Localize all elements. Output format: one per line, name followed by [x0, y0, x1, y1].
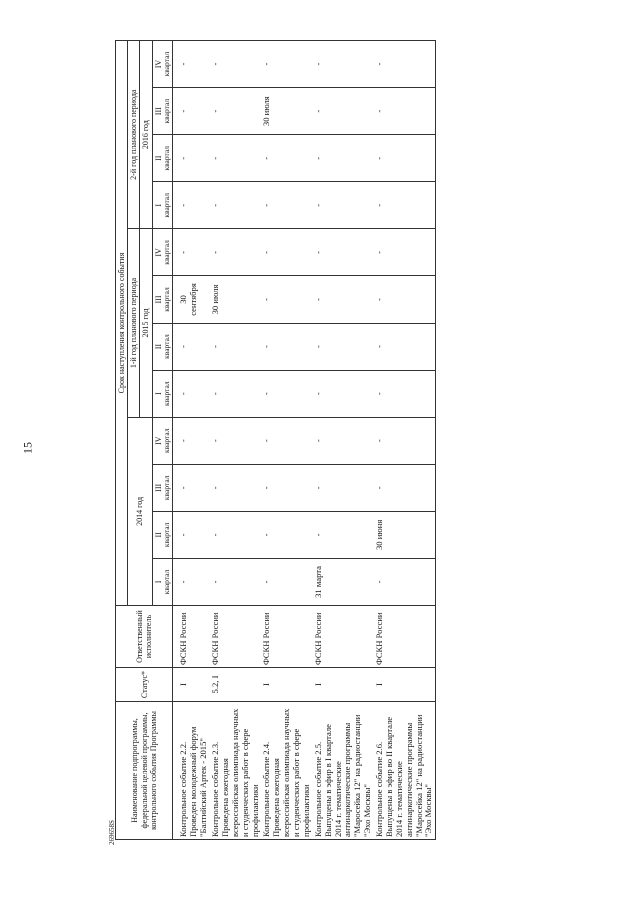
table-row: [374, 41, 436, 840]
quarter-header: [152, 417, 173, 464]
quarter-header: [152, 370, 173, 417]
table-row: [210, 41, 261, 840]
quarter-numeral: II: [153, 343, 163, 350]
header-status: Статус*: [116, 668, 173, 702]
event-name-cell: Контрольное событие 2.4. Проведена ежегодная всероссийская олимпиада научных и студенческих работ в сфере профилактики: [261, 702, 312, 840]
executor-cell: ФСКН России: [313, 606, 374, 668]
quarter-cell: -: [261, 276, 312, 323]
status-cell: I: [261, 668, 312, 702]
quarter-cell: -: [313, 41, 374, 88]
quarter-cell: -: [374, 323, 436, 370]
rotated-table-page: [115, 40, 635, 840]
header-deadline: Срок наступления контрольного события: [116, 41, 128, 606]
quarter-cell: -: [210, 417, 261, 464]
status-cell: I: [374, 668, 436, 702]
quarter-cell: -: [173, 511, 210, 558]
quarter-numeral: III: [153, 483, 163, 492]
status-cell: 5.2, I: [210, 668, 261, 702]
event-name-cell: Контрольное событие 2.3. Проведена ежегодная всероссийская олимпиада научных и студенческих работ в сфере профилактики: [210, 702, 261, 840]
quarter-cell: -: [374, 417, 436, 464]
quarter-cell: -: [210, 370, 261, 417]
quarter-cell: -: [374, 464, 436, 511]
control-events-table: [115, 40, 436, 840]
quarter-cell: 30 июля: [261, 88, 312, 135]
quarter-numeral: II: [153, 532, 163, 538]
quarter-cell: -: [313, 370, 374, 417]
quarter-cell: -: [261, 229, 312, 276]
quarter-cell: -: [313, 135, 374, 182]
quarter-cell: -: [210, 41, 261, 88]
quarter-header: [152, 41, 173, 88]
quarter-cell: -: [173, 182, 210, 229]
quarter-numeral: IV: [153, 59, 163, 69]
quarter-header: [152, 464, 173, 511]
quarter-cell: -: [374, 276, 436, 323]
quarter-numeral: I: [153, 580, 163, 584]
event-name-cell: Контрольное событие 2.2. Проведен молодежный форум "Балтийский Артек - 2015": [173, 702, 210, 840]
quarter-cell: -: [374, 88, 436, 135]
quarter-cell: -: [210, 323, 261, 370]
header-executor: Ответственный исполнитель: [116, 606, 173, 668]
quarter-label: квартал: [161, 428, 171, 454]
quarter-cell: -: [261, 323, 312, 370]
quarter-cell: -: [313, 464, 374, 511]
quarter-cell: -: [374, 182, 436, 229]
quarter-cell: -: [173, 135, 210, 182]
quarter-cell: -: [313, 88, 374, 135]
quarter-header: [152, 558, 173, 605]
quarter-cell: -: [313, 417, 374, 464]
quarter-cell: -: [173, 464, 210, 511]
executor-cell: ФСКН России: [210, 606, 261, 668]
quarter-cell: 30 сентября: [173, 276, 210, 323]
page-number: 15: [20, 442, 35, 454]
header-year-2014: 2014 год: [128, 417, 152, 605]
quarter-cell: -: [313, 276, 374, 323]
document-id: 269658S: [108, 820, 116, 845]
quarter-cell: -: [261, 135, 312, 182]
quarter-numeral: II: [153, 155, 163, 161]
quarter-label: квартал: [161, 569, 171, 595]
quarter-cell: -: [374, 558, 436, 605]
quarter-cell: -: [210, 558, 261, 605]
quarter-numeral: IV: [153, 436, 163, 445]
quarter-cell: -: [261, 182, 312, 229]
quarter-cell: -: [210, 229, 261, 276]
quarter-cell: -: [313, 511, 374, 558]
event-name-cell: Контрольное событие 2.6. Выпущены в эфир во II квартале 2014 г. тематические антинаркотические программы "Маросейка 12" на радиостанции "Эхо Москвы": [374, 702, 436, 840]
quarter-cell: -: [374, 135, 436, 182]
quarter-cell: -: [313, 323, 374, 370]
quarter-cell: -: [210, 464, 261, 511]
quarter-cell: -: [173, 370, 210, 417]
quarter-numeral: III: [153, 107, 163, 116]
quarter-label: квартал: [161, 381, 171, 406]
header-year-2016: 2016 год: [140, 41, 152, 229]
header-year-2015: 2015 год: [140, 229, 152, 417]
event-name-cell: Контрольное событие 2.5. Выпущены в эфир в I квартале 2014 г. тематические антинаркотические программы "Маросейка 12" на радиостанции "Эхо Москвы": [313, 702, 374, 840]
quarter-cell: -: [261, 41, 312, 88]
quarter-cell: -: [210, 511, 261, 558]
quarter-cell: -: [173, 229, 210, 276]
quarter-header: [152, 182, 173, 229]
quarter-cell: -: [313, 182, 374, 229]
quarter-cell: -: [261, 417, 312, 464]
quarter-cell: -: [173, 558, 210, 605]
quarter-cell: -: [374, 370, 436, 417]
header-name: Наименование подпрограммы, федеральной целевой программы, контрольного события Программы: [116, 702, 173, 840]
quarter-cell: -: [374, 41, 436, 88]
quarter-cell: -: [173, 417, 210, 464]
quarter-label: квартал: [161, 51, 171, 77]
executor-cell: ФСКН России: [374, 606, 436, 668]
executor-cell: ФСКН России: [173, 606, 210, 668]
table-row: [261, 41, 312, 840]
status-cell: I: [173, 668, 210, 702]
executor-cell: ФСКН России: [261, 606, 312, 668]
quarter-cell: -: [261, 464, 312, 511]
header-plan-1: 1-й год планового периода: [128, 229, 140, 417]
quarter-cell: 31 марта: [313, 558, 374, 605]
quarter-header: [152, 229, 173, 276]
quarter-cell: -: [313, 229, 374, 276]
header-plan-2: 2-й год планового периода: [128, 41, 140, 229]
quarter-cell: -: [210, 135, 261, 182]
quarter-numeral: III: [153, 295, 163, 304]
quarter-cell: -: [261, 558, 312, 605]
quarter-header: [152, 511, 173, 558]
quarter-label: квартал: [161, 240, 171, 265]
quarter-label: квартал: [161, 334, 171, 359]
quarter-label: квартал: [161, 522, 171, 548]
quarter-cell: -: [374, 229, 436, 276]
quarter-label: квартал: [161, 193, 171, 218]
quarter-cell: -: [261, 370, 312, 417]
quarter-header: [152, 276, 173, 323]
quarter-cell: -: [261, 511, 312, 558]
quarter-header: [152, 135, 173, 182]
quarter-cell: -: [173, 323, 210, 370]
quarter-label: квартал: [161, 287, 171, 312]
quarter-cell: -: [210, 88, 261, 135]
quarter-label: квартал: [161, 145, 171, 171]
table-row: [313, 41, 374, 840]
quarter-numeral: I: [153, 392, 163, 395]
quarter-label: квартал: [161, 475, 171, 501]
quarter-cell: -: [173, 88, 210, 135]
quarter-cell: 30 июля: [210, 276, 261, 323]
quarter-cell: -: [173, 41, 210, 88]
quarter-cell: 30 июня: [374, 511, 436, 558]
quarter-header: [152, 323, 173, 370]
quarter-numeral: I: [153, 204, 163, 207]
quarter-cell: -: [210, 182, 261, 229]
status-cell: I: [313, 668, 374, 702]
quarter-label: квартал: [161, 98, 171, 124]
table-row: [173, 41, 210, 840]
quarter-numeral: IV: [153, 248, 163, 257]
quarter-header: [152, 88, 173, 135]
table-body: [173, 41, 436, 840]
